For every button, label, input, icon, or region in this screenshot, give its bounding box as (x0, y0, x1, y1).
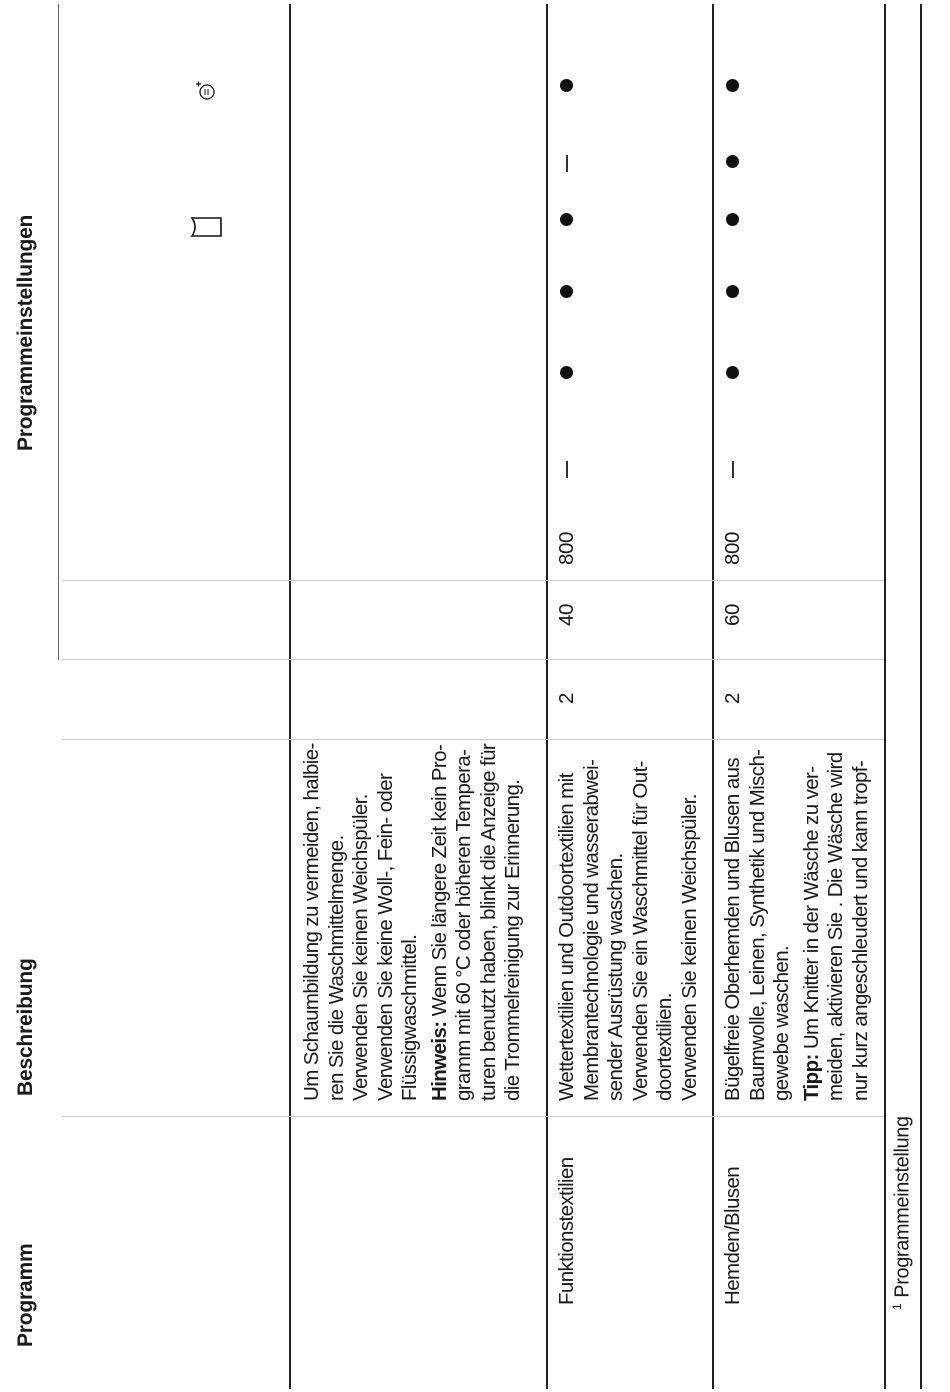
setting-unavailable-dash (566, 155, 568, 172)
setting-available-dot (560, 213, 573, 226)
setting-available-dot (560, 79, 573, 92)
detergent-drawer-icon (190, 215, 224, 239)
column-guide (62, 1116, 884, 1117)
temperature-value: 40 (555, 603, 578, 626)
temperature-value: 60 (721, 603, 744, 626)
row-separator (546, 4, 548, 1389)
header-programmeinstellungen: Programmeinstellungen (14, 214, 37, 451)
header-programm: Programm (14, 1243, 37, 1347)
page-bottom-rule (920, 4, 922, 1389)
spin-value: 800 (721, 531, 744, 565)
header-beschreibung: Beschreibung (14, 958, 37, 1096)
description-hemden-blusen: Bügelfreie Oberhemden und Blusen aus Baumwolle, Leinen, Synthetik und Misch- gewebe waschen. Tipp: Um Knitter in der Wäsche zu ver- meiden, aktivieren Sie . Die Wäsche wird nur kurz angeschleudert und kann tropf- (721, 749, 872, 1101)
setting-available-dot (726, 79, 739, 92)
setting-available-dot (726, 366, 739, 379)
load-value: 2 (721, 692, 744, 704)
load-value: 2 (555, 692, 578, 704)
description-continued: Um Schaumbildung zu vermeiden, halbie- ren Sie die Waschmittelmenge. Verwenden Sie keinen Weichspüler. Verwenden Sie keine Woll-, Fein- oder Flüssigwaschmittel. Hinweis: Wenn Sie längere Zeit kein Pro- gramm mit 60 °C oder höheren Tempera- turen benutzt haben, blinkt die Anzeige für die Trommelreinigung zur Erinnerung. (300, 743, 524, 1101)
row-separator (712, 4, 714, 1389)
program-name-funktionstextilien: Funktionstextilien (555, 1157, 578, 1305)
program-name-hemden-blusen: Hemden/Blusen (721, 1166, 744, 1305)
setting-available-dot (726, 285, 739, 298)
spin-value: 800 (555, 531, 578, 565)
extra-rinse-icon (193, 78, 217, 102)
row-separator (289, 4, 291, 1389)
description-funktionstextilien: Wettertextilien und Outdoortextilien mit Membrantechnologie und wasserabwei- sender Ausrüstung waschen. Verwenden Sie ein Waschmittel für Out- doortextilien. Verwenden Sie keinen Weichspüler. (555, 759, 701, 1101)
setting-unavailable-dash (732, 461, 734, 478)
setting-available-dot (726, 155, 739, 168)
table-bottom-rule (884, 4, 886, 1389)
footnote: $^1$Programmeinstellung (890, 1116, 914, 1310)
column-guide (62, 739, 884, 740)
column-guide (62, 580, 884, 581)
setting-unavailable-dash (566, 461, 568, 478)
column-guide (62, 659, 884, 660)
header-settings-underline (58, 4, 59, 660)
setting-available-dot (560, 366, 573, 379)
setting-available-dot (726, 213, 739, 226)
setting-available-dot (560, 285, 573, 298)
